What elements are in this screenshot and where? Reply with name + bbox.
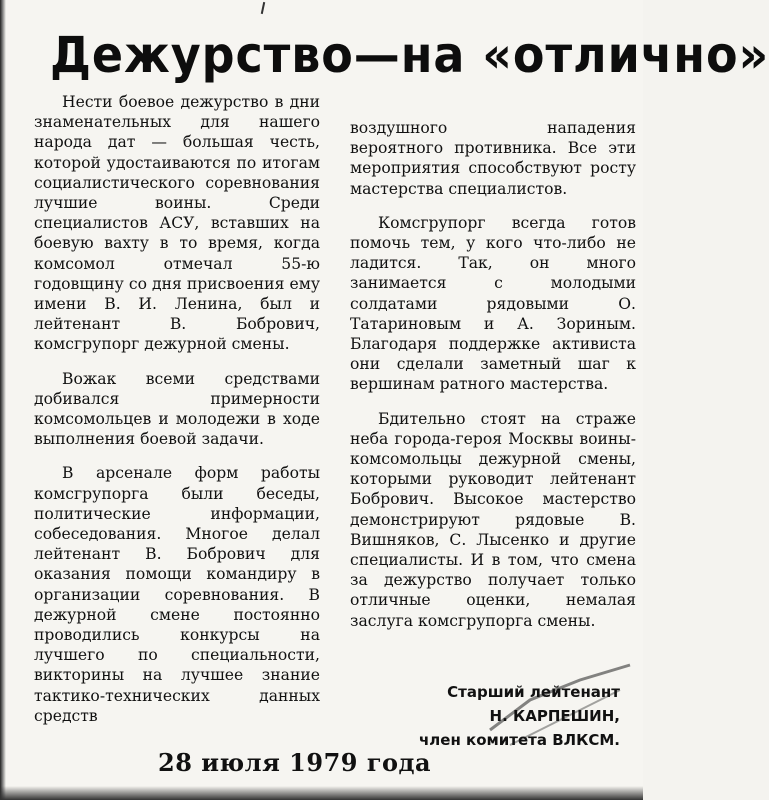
author-rank: Старший лейтенант bbox=[447, 683, 620, 701]
handwritten-date: 28 июля 1979 года bbox=[158, 748, 432, 777]
author-signature bbox=[370, 680, 620, 752]
paragraph: В арсенале форм работы комсгрупорга были беседы, политические информации, собеседования. Многое делал лейтенант В. Бобрович для оказания помощи командиру в организации соревнования. В дежурной смене постоянно проводились конкурсы на лучшего по специальности, викторины на лучшее знание тактико-технических данных средств bbox=[34, 464, 320, 725]
paragraph: Нести боевое дежурство в дни знаменательных для нашего народа дат — большая честь, которой удостаиваются по итогам социалистического соревнования лучшие воины. Среди специалистов АСУ, вставших на боевую вахту в то время, когда комсомол отмечал 55-ю годовщину со дня присвоения ему имени В. И. Ленина, был и лейтенант В. Бобрович, комсгрупорг дежурной смены. bbox=[34, 93, 320, 354]
scan-edge-left bbox=[0, 0, 6, 800]
author-role: член комитета ВЛКСМ. bbox=[419, 731, 620, 749]
right-column bbox=[350, 118, 636, 645]
paragraph: Вожак всеми средствами добивался примерности комсомольцев и молодежи в ходе выполнения боевой задачи. bbox=[34, 369, 320, 449]
paragraph: воздушного нападения вероятного противника. Все эти мероприятия способствуют росту мастерства специалистов. bbox=[350, 119, 636, 198]
scan-edge-bottom bbox=[0, 786, 643, 800]
left-column bbox=[34, 92, 320, 740]
paragraph: Комсгрупорг всегда готов помочь тем, у кого что-либо не ладится. Так, он много занимается с молодыми солдатами рядовыми О. Татариновым и А. Зориным. Благодаря поддержке активиста они сделали заметный шаг к вершинам ратного мастерства. bbox=[350, 213, 636, 394]
paragraph: Бдительно стоят на страже неба города-героя Москвы воины-комсомольцы дежурной смены, которыми руководит лейтенант Бобрович. Высокое мастерство демонстрируют рядовые В. Вишняков, С. Лысенко и другие специалисты. И в том, что смена за дежурство получает только отличные оценки, немалая заслуга комсгрупорга смены. bbox=[350, 409, 636, 630]
author-name: Н. КАРПЕШИН, bbox=[489, 707, 620, 725]
headline: Дежурство—на «отлично» bbox=[50, 26, 769, 84]
pen-mark bbox=[261, 2, 265, 14]
